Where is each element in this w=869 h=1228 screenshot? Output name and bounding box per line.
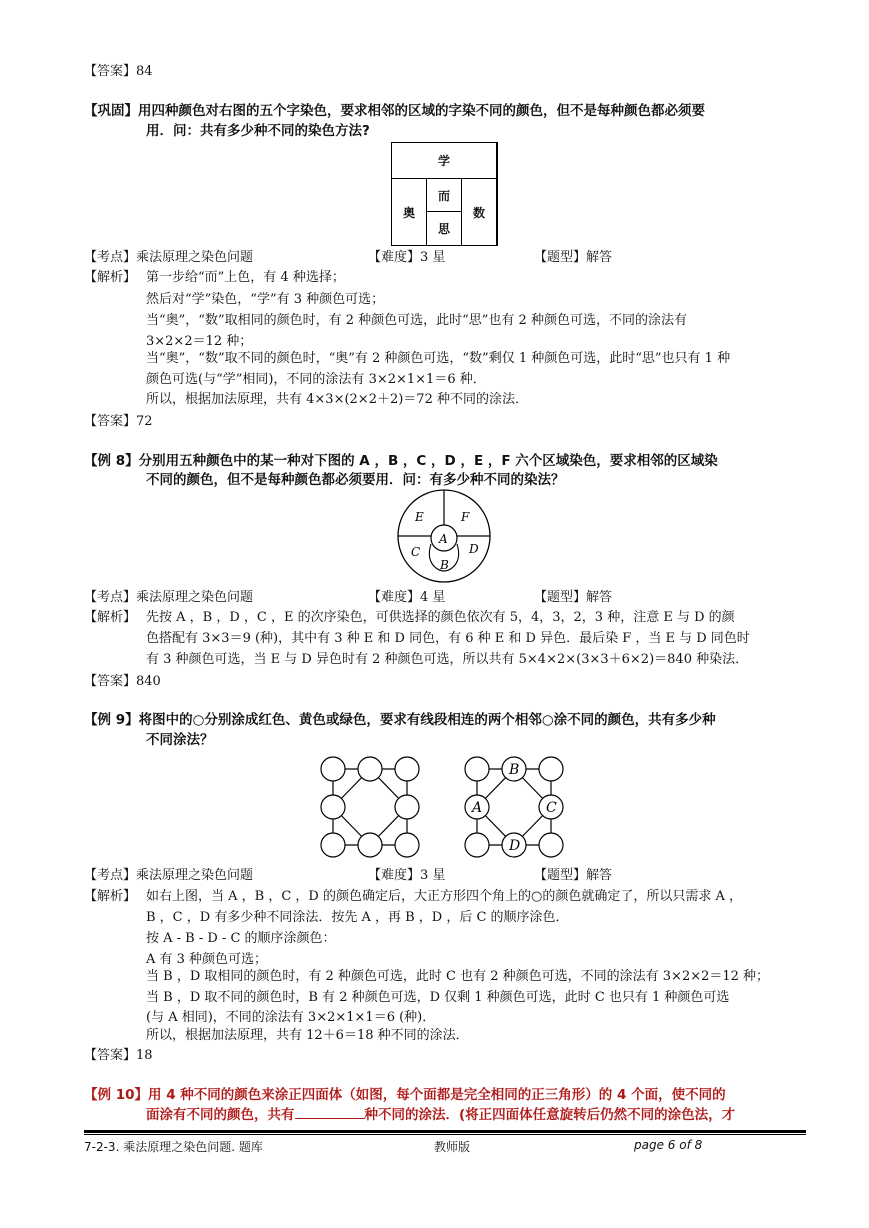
- question-text-cont: 不同的颜色，但不是每种颜色都必须要用．问：有多少种不同的染法？: [146, 472, 565, 488]
- question-tag: 【例 8】: [84, 453, 139, 469]
- jiexi-line: 如右上图，当 A ，B ，C ，D 的颜色确定后，大正方形四个角上的○的颜色就确定了，所以只需求 A ，: [146, 889, 742, 904]
- consolidate-question: [84, 101, 705, 121]
- node-circle: [465, 833, 489, 857]
- nandu: 【难度】3 星: [368, 868, 446, 883]
- question-text: 将图中的○分别涂成红色、黄色或绿色，要求有线段相连的两个相邻○涂不同的颜色，共有多少种: [138, 712, 716, 728]
- node-label-c: C: [546, 800, 557, 816]
- node-circle: [539, 757, 563, 781]
- region-label-e: E: [415, 510, 424, 524]
- node-circle: [358, 757, 382, 781]
- region-label-f: F: [461, 510, 470, 524]
- node-circle: [395, 757, 419, 781]
- node-circle: [395, 833, 419, 857]
- answer-line: 【答案】84: [84, 64, 153, 79]
- answer-line: 【答案】72: [84, 414, 153, 429]
- node-circle: [321, 833, 345, 857]
- kaodian: 【考点】乘法原理之染色问题: [84, 868, 254, 883]
- color-grid-figure: [391, 142, 498, 246]
- tixing: 【题型】解答: [534, 250, 613, 265]
- jiexi-line: 颜色可选(与“学”相同)，不同的涂法有 3×2×1×1＝6 种．: [146, 372, 486, 387]
- jiexi-line: 所以，根据加法原理，共有 12＋6＝18 种不同的涂法．: [146, 1028, 469, 1043]
- jiexi-line: 先按 A ，B ，D ，C ，E 的次序染色，可供选择的颜色依次有 5，4，3，2，3 种，注意 E 与 D 的颜: [146, 610, 735, 625]
- tixing: 【题型】解答: [534, 590, 613, 605]
- region-label-c: C: [411, 545, 421, 559]
- node-circle: [321, 795, 345, 819]
- question-text-cont: [146, 1105, 735, 1125]
- jiexi-line: (与 A 相同)，不同的涂法有 3×2×1×1＝6 (种)．: [146, 1010, 436, 1025]
- footer-center: 教师版: [434, 1140, 471, 1154]
- question-text: 用四种颜色对右图的五个字染色，要求相邻的区域的字染不同的颜色，但不是每种颜色都必须要: [138, 103, 705, 119]
- node-label-b: B: [509, 762, 520, 778]
- nandu: 【难度】3 星: [368, 250, 446, 265]
- tixing: 【题型】解答: [534, 868, 613, 883]
- jiexi-tag: 【解析】: [84, 889, 137, 904]
- region-label-d: D: [469, 542, 479, 556]
- question-text-cont: 不同涂法？: [146, 732, 214, 748]
- question-tag: 【巩固】: [84, 103, 138, 119]
- question-text: 分别用五种颜色中的某一种对下图的 A ，B ，C ，D ，E ，F 六个区域染色，要求相邻的区域染: [138, 453, 718, 469]
- grid-cell-right: 数: [461, 178, 497, 246]
- node-circle: [321, 757, 345, 781]
- jiexi-line: 然后对“学”染色，“学”有 3 种颜色可选；: [146, 292, 385, 307]
- jiexi-line: 当 B ，D 取相同的颜色时，有 2 种颜色可选，此时 C 也有 2 种颜色可选，不同的涂法有 3×2×2＝12 种；: [146, 969, 770, 984]
- footer-left: 7-2-3. 乘法原理之染色问题. 题库: [84, 1140, 263, 1154]
- question-text: 种不同的涂法．(将正四面体任意旋转后仍然不同的涂色法，才: [364, 1107, 736, 1123]
- answer-line: 【答案】18: [84, 1048, 153, 1063]
- example-9-question: [84, 710, 716, 730]
- kaodian: 【考点】乘法原理之染色问题: [84, 590, 254, 605]
- jiexi-tag: 【解析】: [84, 270, 137, 285]
- question-text: 用 4 种不同的颜色来涂正四面体（如图，每个面都是完全相同的正三角形）的 4 个面，使不同的: [148, 1087, 726, 1103]
- question-tag: 【例 10】: [84, 1087, 148, 1103]
- jiexi-line: 色搭配有 3×3＝9 (种)，其中有 3 种 E 和 D 同色，有 6 种 E 和 D 异色．最后染 F ，当 E 与 D 同色时: [146, 631, 750, 646]
- node-circle: [395, 795, 419, 819]
- node-circle: [358, 833, 382, 857]
- region-label-b: B: [440, 558, 449, 572]
- node-label-a: A: [472, 800, 483, 816]
- jiexi-line: 第一步给“而”上色，有 4 种选择；: [146, 270, 345, 285]
- circle-network-figure: [316, 754, 576, 860]
- left-network: [321, 757, 419, 857]
- jiexi-line: 当“奥”，“数”取不同的颜色时，“奥”有 2 种颜色可选，“数”剩仅 1 种颜色可选，此时“思”也只有 1 种: [146, 351, 731, 366]
- jiexi-tag: 【解析】: [84, 610, 137, 625]
- example-8-question: [84, 451, 718, 471]
- question-text-cont: 用．问：共有多少种不同的染色方法?: [146, 123, 370, 139]
- grid-cell-mid-top: 而: [426, 178, 462, 212]
- node-label-d: D: [509, 838, 521, 854]
- jiexi-line: 当 B ，D 取不同的颜色时，B 有 2 种颜色可选，D 仅剩 1 种颜色可选，此时 C 也只有 1 种颜色可选: [146, 990, 730, 1005]
- grid-cell-left: 奥: [391, 178, 427, 246]
- jiexi-line: 当“奥”，“数”取相同的颜色时，有 2 种颜色可选，此时“思”也有 2 种颜色可选，不同的涂法有: [146, 313, 687, 328]
- kaodian: 【考点】乘法原理之染色问题: [84, 250, 254, 265]
- question-tag: 【例 9】: [84, 712, 139, 728]
- answer-line: 【答案】840: [84, 674, 161, 689]
- grid-cell-top: 学: [391, 142, 497, 179]
- node-circle: [465, 757, 489, 781]
- answer-blank: [295, 1118, 365, 1119]
- question-text: 面涂有不同的颜色，共有: [146, 1107, 295, 1123]
- footer-rule-thin: [84, 1134, 806, 1135]
- jiexi-line: 有 3 种颜色可选，当 E 与 D 异色时有 2 种颜色可选，所以共有 5×4×2×(3×3＋6×2)＝840 种染法．: [146, 652, 749, 667]
- jiexi-line: 3×2×2＝12 种；: [146, 334, 253, 349]
- grid-cell-mid-bottom: 思: [426, 211, 462, 246]
- circle-region-figure: [396, 488, 492, 584]
- jiexi-line: 所以，根据加法原理，共有 4×3×(2×2＋2)＝72 种不同的涂法．: [146, 392, 528, 407]
- jiexi-line: A 有 3 种颜色可选；: [146, 952, 268, 967]
- example-10-question: [84, 1085, 726, 1105]
- node-circle: [539, 833, 563, 857]
- jiexi-line: B ，C ，D 有多少种不同涂法．按先 A ，再 B ，D ，后 C 的顺序涂色．: [146, 910, 569, 925]
- footer-page: page 6 of 8: [634, 1138, 703, 1152]
- footer-rule-thick: [84, 1130, 806, 1133]
- region-label-a: A: [439, 532, 448, 546]
- nandu: 【难度】4 星: [368, 590, 446, 605]
- jiexi-line: 按 A - B - D - C 的顺序涂颜色：: [146, 931, 336, 946]
